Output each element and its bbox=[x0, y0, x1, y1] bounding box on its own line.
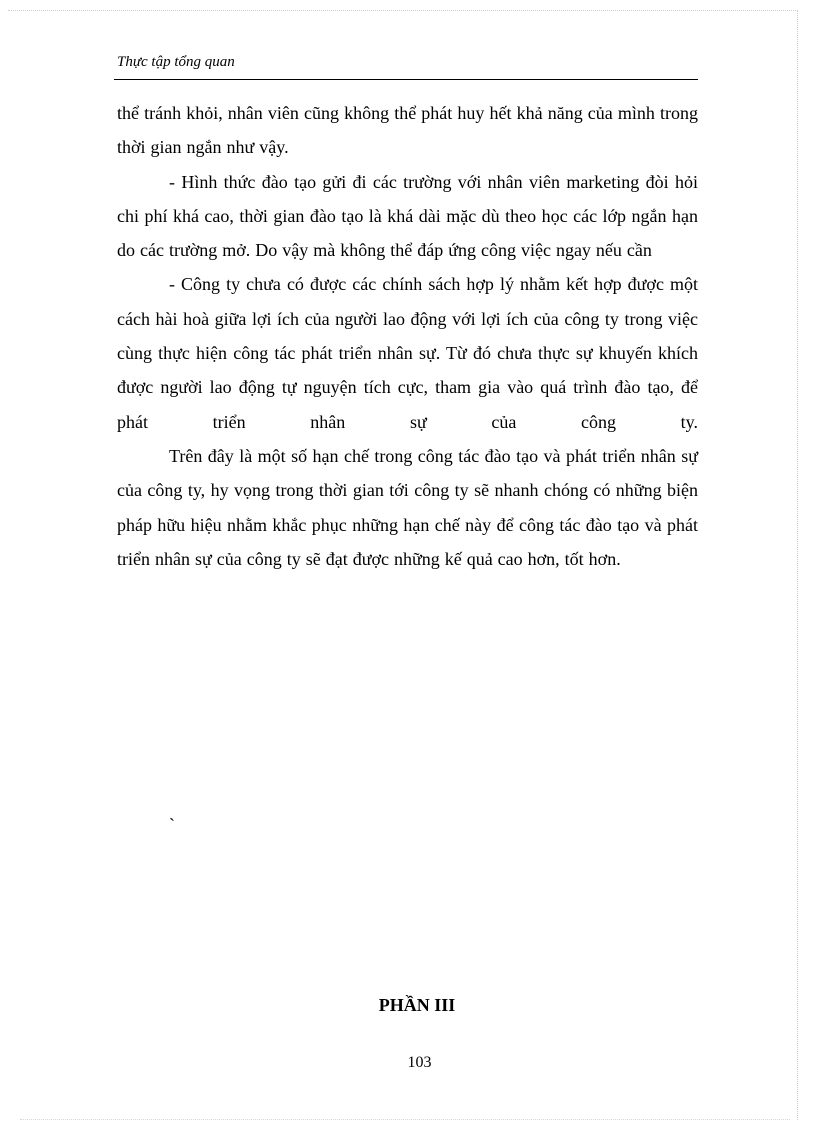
paragraph-2: - Hình thức đào tạo gửi đi các trường với nhân viên marketing đòi hỏi chi phí khá cao, thời gian đào tạo là khá dài mặc dù theo học các lớp ngắn hạn do các trường mở. Do vậy mà không thể đáp ứng công việc ngay nếu cần bbox=[117, 171, 698, 261]
body-text bbox=[117, 96, 698, 576]
section-title: PHẦN III bbox=[378, 995, 456, 1015]
page-bottom-edge bbox=[20, 1119, 790, 1120]
paragraph-4: Trên đây là một số hạn chế trong công tác đào tạo và phát triển nhân sự của công ty, hy vọng trong thời gian tới công ty sẽ nhanh chóng có những biện pháp hữu hiệu nhằm khắc phục những hạn chế này để công tác đào tạo và phát triển nhân sự của công ty sẽ đạt được những kế quả cao hơn, tốt hơn. bbox=[117, 445, 698, 569]
page-number: 103 bbox=[407, 1054, 432, 1071]
paragraph-3: - Công ty chưa có được các chính sách hợp lý nhằm kết hợp được một cách hài hoà giữa lợi ích của người lao động với lợi ích của công ty trong việc cùng thực hiện công tác phát triển nhân sự. Từ đó chưa thực sự khuyến khích được người lao động tự nguyện tích cực, tham gia vào quá trình đào tạo, để phát triển nhân sự của công ty. bbox=[117, 274, 698, 432]
header-rule bbox=[114, 79, 698, 80]
paragraph-1: thể tránh khỏi, nhân viên cũng không thể phát huy hết khả năng của mình trong thời gian ngắn như vậy. bbox=[117, 103, 698, 158]
running-header: Thực tập tổng quan bbox=[117, 54, 235, 70]
stray-mark: ` bbox=[169, 815, 175, 835]
